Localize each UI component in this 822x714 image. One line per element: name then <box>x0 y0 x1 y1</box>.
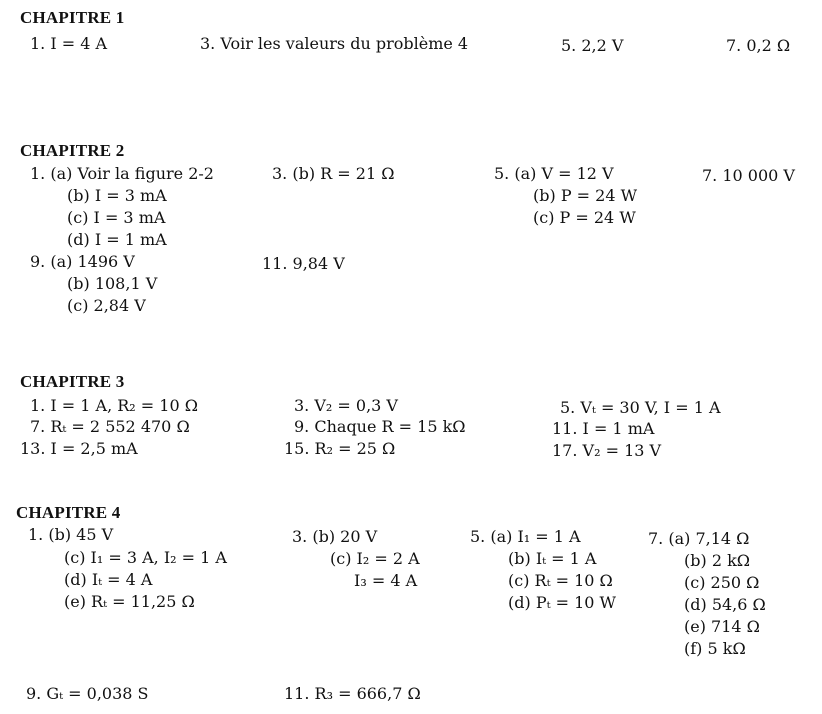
answer-4-1b: 1. (b) 45 V <box>28 525 114 544</box>
answer-4-7f: (f) 5 kΩ <box>684 639 746 658</box>
answer-4-9: 9. Gₜ = 0,038 S <box>26 684 149 703</box>
answer-4-5a: 5. (a) I₁ = 1 A <box>470 527 581 546</box>
answer-3-7: 7. Rₜ = 2 552 470 Ω <box>30 417 190 436</box>
answer-3-1: 1. I = 1 A, R₂ = 10 Ω <box>30 396 198 415</box>
answer-4-7c: (c) 250 Ω <box>684 573 760 592</box>
chapter-1-title: CHAPITRE 1 <box>20 8 125 27</box>
answer-1-1: 1. I = 4 A <box>30 34 108 53</box>
answer-4-1d: (d) Iₜ = 4 A <box>64 570 153 589</box>
answer-2-9c: (c) 2,84 V <box>67 296 146 315</box>
answer-2-1b: (b) I = 3 mA <box>67 186 167 205</box>
answer-4-1c: (c) I₁ = 3 A, I₂ = 1 A <box>64 548 227 567</box>
answer-2-9a: 9. (a) 1496 V <box>30 252 135 271</box>
answer-4-5c: (c) Rₜ = 10 Ω <box>508 571 613 590</box>
chapter-3-title: CHAPITRE 3 <box>20 372 125 391</box>
answer-2-5c: (c) P = 24 W <box>533 208 636 227</box>
answer-4-11: 11. R₃ = 666,7 Ω <box>284 684 421 703</box>
answer-2-7: 7. 10 000 V <box>702 166 795 185</box>
answer-1-3: 3. Voir les valeurs du problème 4 <box>200 34 469 53</box>
answer-2-5b: (b) P = 24 W <box>533 186 638 205</box>
answer-4-7d: (d) 54,6 Ω <box>684 595 766 614</box>
answer-4-7e: (e) 714 Ω <box>684 617 760 636</box>
answer-2-5a: 5. (a) V = 12 V <box>494 164 614 183</box>
answer-3-3: 3. V₂ = 0,3 V <box>294 396 398 415</box>
answer-2-1d: (d) I = 1 mA <box>67 230 167 249</box>
answer-1-7: 7. 0,2 Ω <box>726 36 791 55</box>
answer-3-11: 11. I = 1 mA <box>552 419 655 438</box>
answer-4-5d: (d) Pₜ = 10 W <box>508 593 616 612</box>
answer-3-9: 9. Chaque R = 15 kΩ <box>294 417 466 436</box>
answer-3-17: 17. V₂ = 13 V <box>552 441 662 460</box>
answer-4-7a: 7. (a) 7,14 Ω <box>648 529 750 548</box>
answer-2-1c: (c) I = 3 mA <box>67 208 166 227</box>
answer-4-1e: (e) Rₜ = 11,25 Ω <box>64 592 195 611</box>
answer-4-7b: (b) 2 kΩ <box>684 551 751 570</box>
answer-1-5: 5. 2,2 V <box>561 36 624 55</box>
answer-4-5b: (b) Iₜ = 1 A <box>508 549 597 568</box>
answer-4-3b: 3. (b) 20 V <box>292 527 378 546</box>
answer-2-3: 3. (b) R = 21 Ω <box>272 164 395 183</box>
answer-2-1a: 1. (a) Voir la figure 2-2 <box>30 164 214 183</box>
answer-3-5: 5. Vₜ = 30 V, I = 1 A <box>560 398 721 417</box>
answer-2-11: 11. 9,84 V <box>262 254 345 273</box>
chapter-2-title: CHAPITRE 2 <box>20 141 125 160</box>
answer-4-3c: (c) I₂ = 2 A <box>330 549 420 568</box>
chapter-4-title: CHAPITRE 4 <box>16 503 121 522</box>
answer-2-9b: (b) 108,1 V <box>67 274 158 293</box>
answer-4-3c-i3: I₃ = 4 A <box>354 571 418 590</box>
answer-3-13: 13. I = 2,5 mA <box>20 439 138 458</box>
answer-3-15: 15. R₂ = 25 Ω <box>284 439 396 458</box>
